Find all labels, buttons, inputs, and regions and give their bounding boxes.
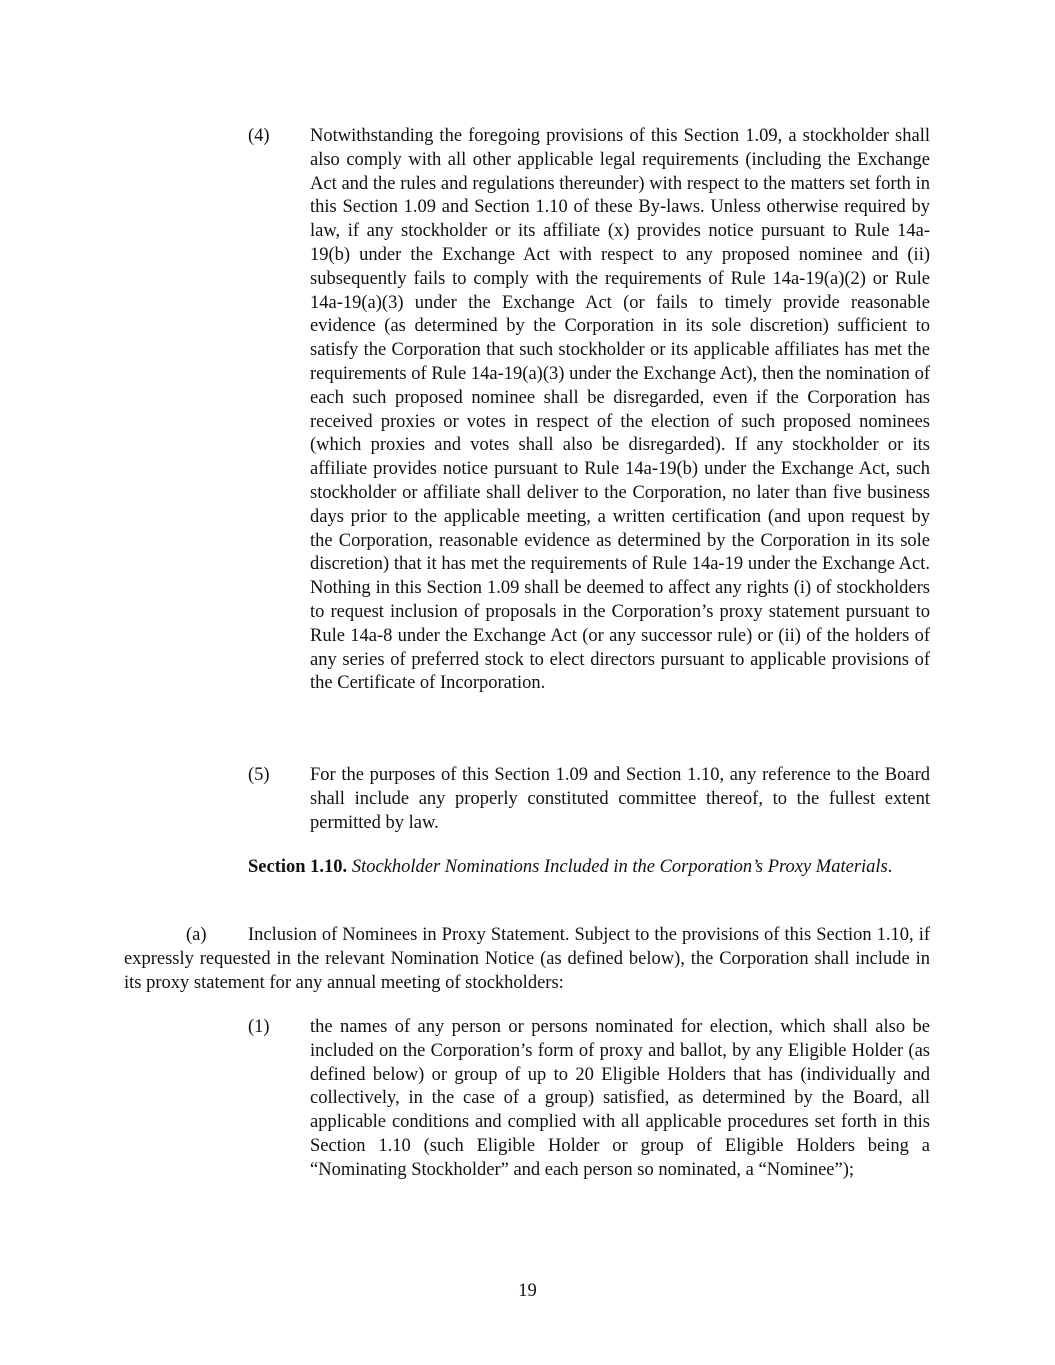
paragraph-a <box>124 924 930 995</box>
section-number: Section 1.10. <box>248 857 348 877</box>
page-number: 19 <box>518 1281 537 1301</box>
list-item-5 <box>248 764 930 835</box>
list-item-4 <box>248 125 930 696</box>
section-title-end: . <box>887 857 893 877</box>
list-item-number: (5) <box>248 765 270 785</box>
section-title: Stockholder Nominations Included in the Corporation’s Proxy Materials <box>351 857 888 877</box>
section-heading <box>124 856 930 880</box>
list-item-text: For the purposes of this Section 1.09 and Section 1.10, any reference to the Board shall include any properly constituted committee thereof, to the fullest extent permitted by law. <box>310 765 930 833</box>
list-item-number: (4) <box>248 126 270 146</box>
paragraph-text: Inclusion of Nominees in Proxy Statement. Subject to the provisions of this Section 1.10, if expressly requested in the relevant Nomination Notice (as defined below), the Corporation shall include in its proxy statement for any annual meeting of stockholders: <box>124 925 930 993</box>
paragraph-label: (a) <box>186 925 207 945</box>
list-item-text: Notwithstanding the foregoing provisions of this Section 1.09, a stockholder shall also comply with all other applicable legal requirements (including the Exchange Act and the rules and regulations thereunder) with respect to the matters set forth in this Section 1.09 and Section 1.10 of these By-laws. Unless otherwise required by law, if any stockholder or its affiliate (x) provides notice pursuant to Rule 14a-19(b) under the Exchange Act with respect to any proposed nominee and (ii) subsequently fails to comply with the requirements of Rule 14a-19(a)(2) or Rule 14a-19(a)(3) under the Exchange Act (or fails to timely provide reasonable evidence (as determined by the Corporation in its sole discretion) sufficient to satisfy the Corporation that such stockholder or its applicable affiliates has met the requirements of Rule 14a-19(a)(3) under the Exchange Act), then the nomination of each such proposed nominee shall be disregarded, even if the Corporation has received proxies or votes in respect of the election of such proposed nominees (which proxies and votes shall also be disregarded). If any stockholder or its affiliate provides notice pursuant to Rule 14a-19(b) under the Exchange Act, such stockholder or affiliate shall deliver to the Corporation, no later than five business days prior to the applicable meeting, a written certification (and upon request by the Corporation, reasonable evidence as determined by the Corporation in its sole discretion) that it has met the requirements of Rule 14a-19 under the Exchange Act. Nothing in this Section 1.09 shall be deemed to affect any rights (i) of stockholders to request inclusion of proposals in the Corporation’s proxy statement pursuant to Rule 14a-8 under the Exchange Act (or any successor rule) or (ii) of the holders of any series of preferred stock to elect directors pursuant to applicable provisions of the Certificate of Incorporation. <box>310 126 930 694</box>
list-item-1 <box>248 1016 930 1183</box>
list-item-number: (1) <box>248 1017 270 1037</box>
list-item-text: the names of any person or persons nominated for election, which shall also be included on the Corporation’s form of proxy and ballot, by any Eligible Holder (as defined below) or group of up to 20 Eligible Holders that has (individually and collectively, in the case of a group) satisfied, as determined by the Board, all applicable conditions and complied with all applicable procedures set forth in this Section 1.10 (such Eligible Holder or group of Eligible Holders being a “Nominating Stockholder” and each person so nominated, a “Nominee”); <box>310 1017 930 1180</box>
